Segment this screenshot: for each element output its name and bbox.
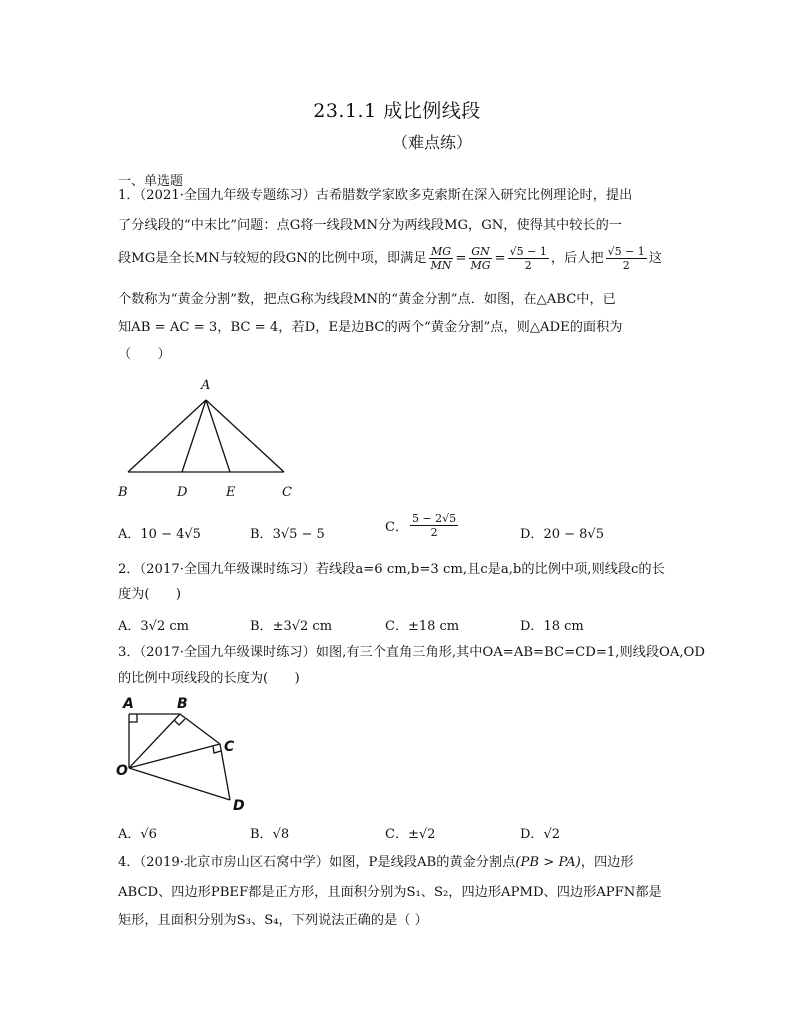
- q4-line-1: 4．（2019·北京市房山区石窝中学）如图，P是线段AB的黄金分割点(PB > PA)，四边形: [118, 855, 634, 870]
- q3-line-2: 的比例中项线段的长度为( ): [118, 671, 300, 686]
- q2-option-a[interactable]: A．3√2 cm: [118, 619, 189, 634]
- q1-line-1: [118, 186, 632, 206]
- q1-line-2: 了分线段的“中末比”问题：点G将一线段MN分为两线段MG，GN，使得其中较长的一: [118, 218, 622, 233]
- q4-condition: (PB > PA): [515, 855, 581, 870]
- label-e: E: [226, 485, 236, 500]
- q1-text-3b: ，后人把: [550, 251, 604, 266]
- q4-number: 4．: [118, 855, 140, 870]
- q1-line-3: 段MG是全长MN与较短的段GN的比例中项，即满足 $\frac{MG}{MN}$ = $\frac{GN}{MG}$ = $\frac{√5 - 1}{2}$ ，后人把 $\frac{√5 - 1}{2}$ 这: [118, 245, 662, 272]
- q3-text-1: 如图,有三个直角三角形,其中OA=AB=BC=CD=1,则线段OA,OD: [315, 645, 705, 660]
- q4-line-3: 矩形，且面积分别为S₃、S₄，下列说法正确的是（ ）: [118, 913, 428, 928]
- q2-option-d[interactable]: D．18 cm: [520, 619, 584, 634]
- q1-option-b[interactable]: B．3√5 − 5: [250, 527, 325, 542]
- q1-fraction-golden-2: $\frac{√5 - 1}{2}$: [607, 245, 645, 272]
- q3-number: 3．: [118, 645, 140, 660]
- segment-od: [129, 768, 230, 800]
- segment-bc: [180, 714, 220, 744]
- q2-line-2: 度为( ): [118, 587, 182, 602]
- label-a: A: [123, 696, 134, 712]
- q2-option-c[interactable]: C．±18 cm: [385, 619, 460, 634]
- q3-option-c[interactable]: C．±√2: [385, 827, 436, 842]
- right-angle-b: [174, 719, 185, 725]
- q1-text-3a: 段MG是全长MN与较短的段GN的比例中项，即满足: [118, 251, 427, 266]
- q2-text-1: 若线段a=6 cm,b=3 cm,且c是a,b的比例中项,则线段c的长: [315, 562, 665, 577]
- q1-line-5: 知AB = AC = 3，BC = 4，若D，E是边BC的两个“黄金分割”点，则△ADE的面积为: [118, 320, 623, 335]
- right-angle-c: [213, 746, 221, 753]
- segment-oc: [129, 744, 220, 768]
- q2-number: 2．: [118, 562, 140, 577]
- label-a: A: [201, 378, 211, 393]
- page-title: 23.1.1 成比例线段: [313, 100, 481, 122]
- q1-line-4: 个数称为“黄金分割”数，把点G称为线段MN的“黄金分割”点．如图，在△ABC中，已: [118, 292, 616, 307]
- q2-line-1: [118, 560, 665, 580]
- q1-text-1: 古希腊数学家欧多克索斯在深入研究比例理论时，提出: [315, 188, 633, 203]
- label-d: D: [233, 798, 245, 814]
- q4-line-2: ABCD、四边形PBEF都是正方形，且面积分别为S₁、S₂，四边形APMD、四边形APFN都是: [118, 885, 662, 900]
- q3-line-1: [118, 643, 705, 663]
- q3-source: （2017·全国九年级课时练习）: [139, 645, 316, 660]
- label-d: D: [177, 485, 188, 500]
- q1-fraction-mg-mn: $\frac{MG}{MN}$: [430, 245, 452, 272]
- q1-fraction-golden: $\frac{√5 - 1}{2}$: [509, 245, 547, 272]
- section-heading: 一、单选题: [118, 174, 184, 189]
- q1-option-a[interactable]: A．10 − 4√5: [118, 527, 201, 542]
- q1-source: （2021·全国九年级专题练习）: [139, 188, 316, 203]
- label-o: O: [116, 763, 128, 779]
- label-c: C: [224, 739, 235, 755]
- right-angle-a: [129, 714, 137, 722]
- page-subtitle: （难点练）: [392, 133, 473, 152]
- q3-option-d[interactable]: D．√2: [520, 827, 560, 842]
- q1-answer-paren: （ ）: [118, 347, 171, 362]
- q1-triangle-figure: [112, 374, 302, 502]
- label-b: B: [118, 485, 128, 500]
- q2-source: （2017·全国九年级课时练习）: [139, 562, 316, 577]
- q1-option-c[interactable]: C． $\frac{5 - 2√5}{2}$: [385, 512, 457, 539]
- q4-source: （2019·北京市房山区石窝中学）: [139, 855, 329, 870]
- q4-text-1a: 如图，P是线段AB的黄金分割点: [328, 855, 516, 870]
- label-c: C: [282, 485, 292, 500]
- label-b: B: [177, 696, 188, 712]
- q2-option-b[interactable]: B．±3√2 cm: [250, 619, 333, 634]
- q3-option-a[interactable]: A．√6: [118, 827, 157, 842]
- q1-fraction-gn-mg: $\frac{GN}{MG}$: [470, 245, 491, 272]
- q1-number: 1．: [118, 188, 140, 203]
- q3-option-b[interactable]: B．√8: [250, 827, 290, 842]
- q3-triangles-figure: [112, 692, 262, 814]
- q1-option-d[interactable]: D．20 − 8√5: [520, 527, 604, 542]
